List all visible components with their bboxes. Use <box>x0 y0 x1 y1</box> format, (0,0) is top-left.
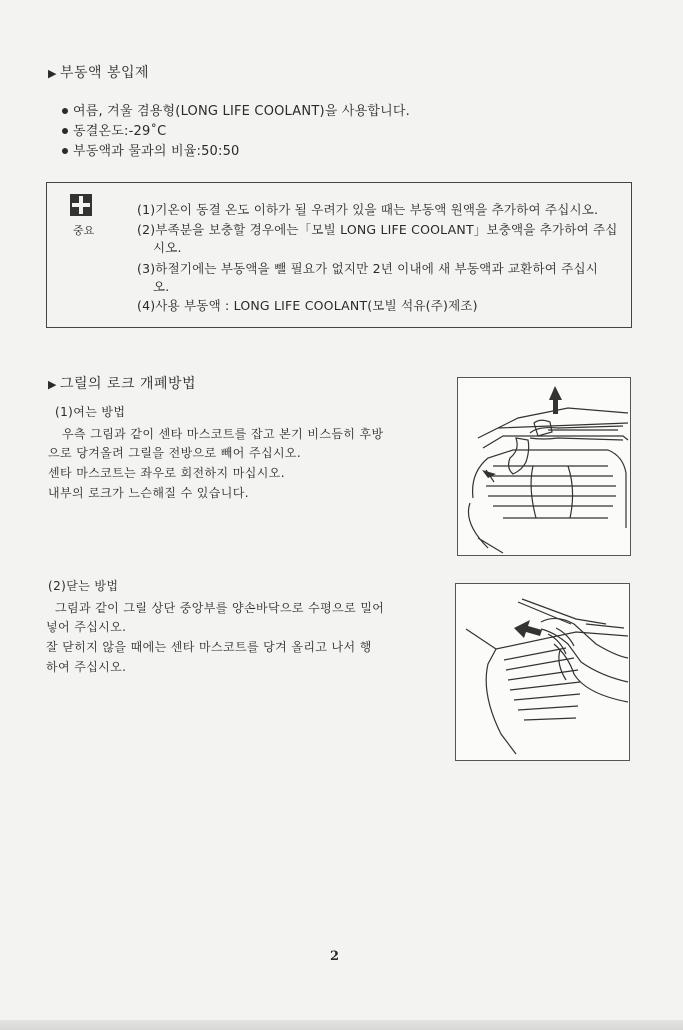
open-method-line: 센타 마스코트는 좌우로 회전하지 마십시오. <box>48 466 285 480</box>
bullet-dot-icon <box>62 148 68 154</box>
close-method-line: 하여 주십시오. <box>46 660 127 674</box>
bullet-text: 부동액과 물과의 비율:50:50 <box>73 144 240 159</box>
bullet-item <box>62 120 166 139</box>
bullet-text: 동결온도:-29˚C <box>73 124 167 139</box>
close-method-line: 넣어 주십시오. <box>46 620 127 634</box>
open-method-heading: (1)여는 방법 <box>55 405 126 419</box>
bullet-dot-icon <box>62 128 68 134</box>
triangle-arrow-icon: ▶ <box>48 378 57 391</box>
notice-line: (1)기온이 동결 온도 이하가 될 우려가 있을 때는 부동액 원액을 추가하여 주십시오. <box>137 202 599 217</box>
grille-section-title <box>48 373 196 393</box>
triangle-arrow-icon: ▶ <box>48 67 57 80</box>
notice-line: (4)사용 부동액 : LONG LIFE COOLANT(모빌 석유(주)제조) <box>137 298 478 313</box>
open-method-line: 우측 그림과 같이 센타 마스코트를 잡고 본기 비스듬히 후방 <box>62 427 384 441</box>
notice-line: (3)하절기에는 부동액을 뺄 필요가 없지만 2년 이내에 새 부동액과 교환하여 주십시 <box>137 261 598 276</box>
antifreeze-section-title <box>48 62 149 82</box>
bullet-item <box>62 140 240 159</box>
notice-line: 시오. <box>153 240 182 255</box>
important-label: 중요 <box>73 224 95 237</box>
grille-title-text: 그릴의 로크 개폐방법 <box>59 376 197 392</box>
bullet-item <box>62 100 410 119</box>
close-method-line: 잘 닫히지 않을 때에는 센타 마스코트를 당겨 올리고 나서 행 <box>46 640 372 654</box>
bullet-dot-icon <box>62 108 68 114</box>
important-square-icon <box>70 194 92 216</box>
antifreeze-title-text: 부동액 봉입제 <box>59 65 150 81</box>
notice-line: (2)부족분을 보충할 경우에는「모빌 LONG LIFE COOLANT」보충액을 추가하여 주십 <box>137 222 618 237</box>
bullet-text: 여름, 겨울 겸용형(LONG LIFE COOLANT)을 사용합니다. <box>73 104 410 119</box>
open-method-line: 으로 당겨올려 그릴을 전방으로 빼어 주십시오. <box>48 446 302 460</box>
grille-open-illustration <box>457 377 631 556</box>
page-number: 2 <box>330 949 340 964</box>
important-notice-box <box>46 182 632 328</box>
scan-edge-strip <box>0 1020 683 1030</box>
open-method-line: 내부의 로크가 느슨해질 수 있습니다. <box>48 486 249 500</box>
close-method-line: 그림과 같이 그릴 상단 중앙부를 양손바닥으로 수평으로 밀어 <box>55 601 385 615</box>
close-method-heading: (2)닫는 방법 <box>48 579 119 593</box>
notice-line: 오. <box>153 279 170 294</box>
grille-close-illustration <box>455 583 630 761</box>
